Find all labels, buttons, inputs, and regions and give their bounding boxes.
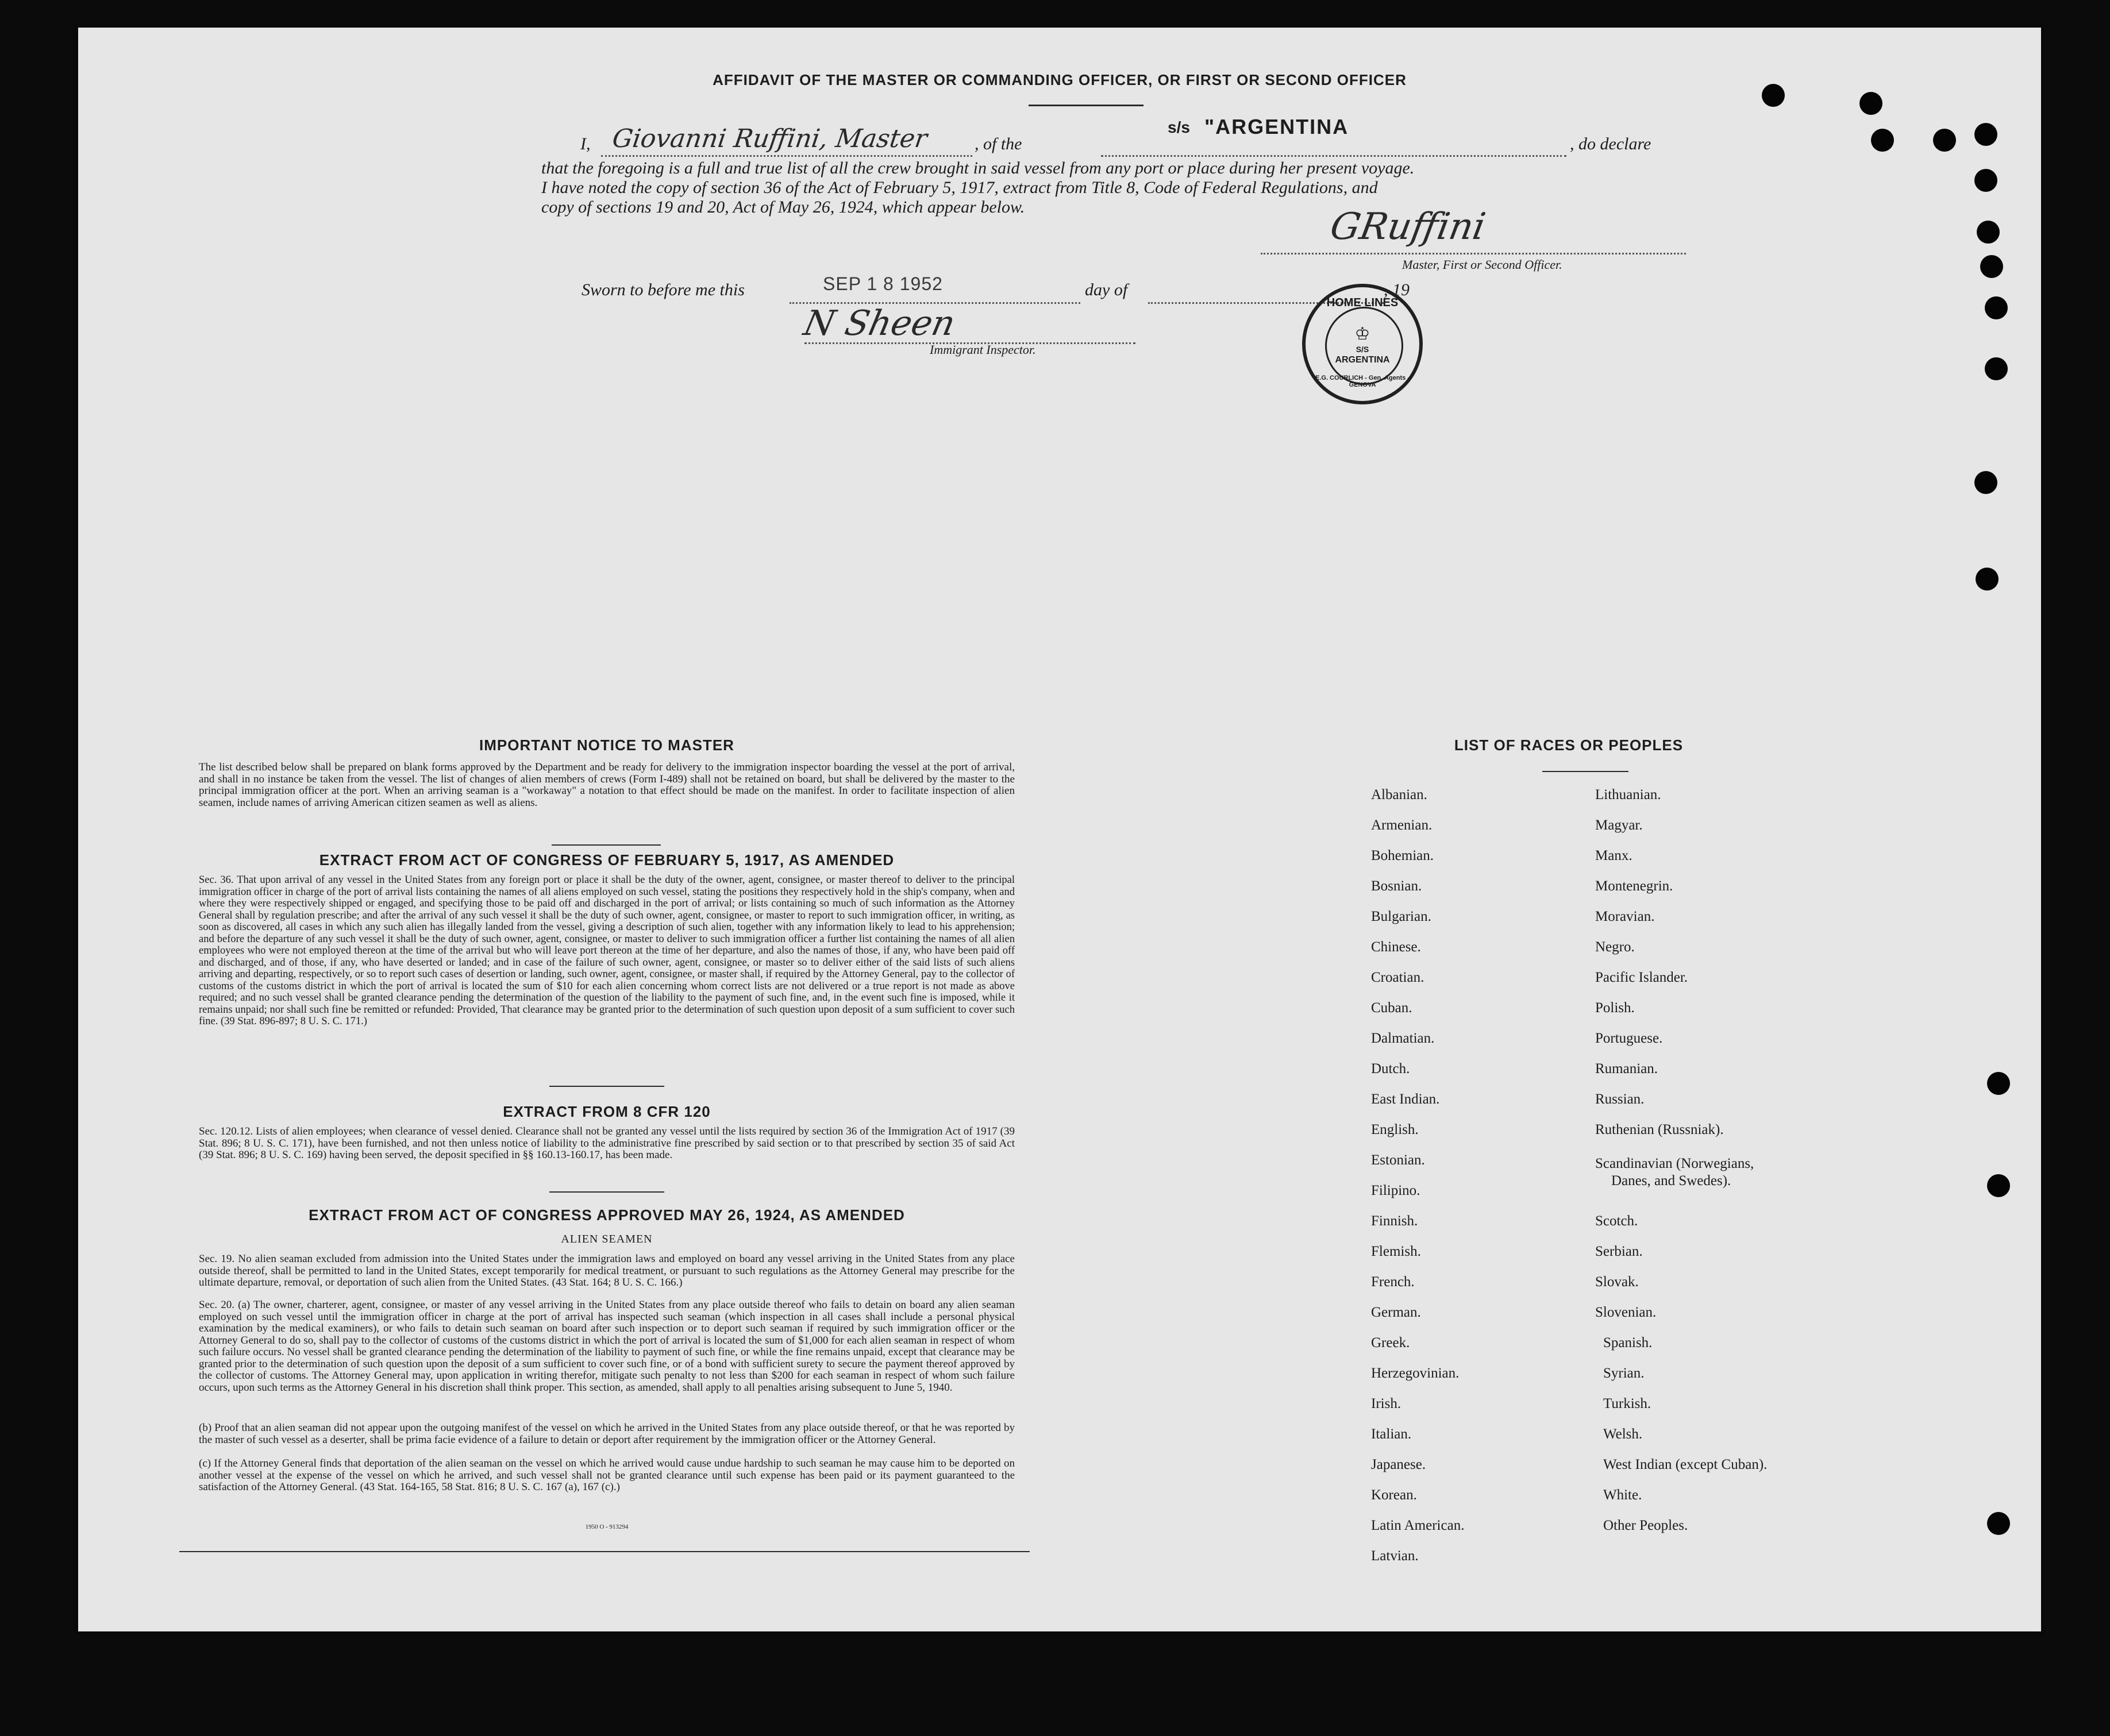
punch-hole-icon [1987, 1072, 2010, 1095]
race-item: French. [1371, 1274, 1415, 1290]
race-item: Dalmatian. [1371, 1031, 1435, 1046]
race-item: Ruthenian (Russniak). [1595, 1122, 1724, 1137]
divider-1 [552, 844, 661, 846]
race-item: Pacific Islander. [1595, 970, 1688, 985]
race-item: Finnish. [1371, 1213, 1418, 1229]
race-item: Japanese. [1371, 1457, 1426, 1472]
race-item: Bosnian. [1371, 878, 1422, 894]
races-title: LIST OF RACES OR PEOPLES [1454, 736, 1684, 754]
race-item: Cuban. [1371, 1000, 1412, 1016]
vessel-prefix: s/s [1168, 118, 1190, 136]
stamp-ship-name: ARGENTINA [1335, 355, 1390, 365]
race-item: Russian. [1595, 1091, 1645, 1107]
extract-1917-text: Sec. 36. That upon arrival of any vessel in the United States from any foreign port or place it shall be the duty of the owner, agent, consignee, or master thereof to deliver to the principal immigration officer in charge of the port of arrival lists containing the names of all aliens employed on such vessel, stating the positions they respectively hold in the ship's company, when and where they were respectively shipped or engaged, and specifying those to be paid off and discharged in the port of arrival; or lists containing so much of such information as the Attorney General shall by regulation prescribe; and after the arrival of any such vessel it shall be the duty of such owner, agent, consignee, or master to report to such immigration officer, in writing, as soon as discovered, all cases in which any such alien has illegally landed from the vessel, giving a description of such alien, together with any information likely to lead to his apprehension; and before the departure of any such vessel it shall be the duty of such owner, agent, consignee, or master to deliver to such immigration officer a further list containing the names of all alien employees who were not employed thereon at the time of the arrival but who will leave port thereon at the time of her departure, and also the names of those, if any, who have been paid off and discharged, and of those, if any, who have deserted or landed; and in case of the failure of such owner, agent, consignee, or master so to deliver either of the said lists of such aliens arriving and departing, respectively, or so to report such cases of desertion or landing, such owner, agent, consignee, or master shall, if required by the Attorney General, pay to the collector of customs of the customs district in which the port of arrival is located the sum of $10 for each alien concerning whom correct lists are not delivered or a true report is not made as above required; and no such vessel shall be granted clearance pending the determination of the question of the liability to the payment of such fine, and, in the event such fine is imposed, while it remains unpaid; nor shall such fine be remitted or refunded: Provided, That clearance may be granted prior to the determination of such question upon deposit of a sum sufficient to cover such fine. (39 Stat. 896-897; 8 U. S. C. 171.) [199, 874, 1015, 1027]
bottom-rule [179, 1551, 1030, 1552]
notice-text: The list described below shall be prepared on blank forms approved by the Department and be ready for delivery to the immigration inspector boarding the vessel at the port of arrival, and shall in no instance be taken from the vessel. The list of changes of alien members of crews (Form I-489) shall not be retained on board, but shall be delivered by the master to the principal immigration officer at the port. When an arriving seaman is a "workaway" a notation to that effect should be made on the manifest. In order to facilitate inspection of alien seamen, include names of arriving American citizen seamen as well as aliens. [199, 761, 1015, 809]
race-item: Slovenian. [1595, 1305, 1657, 1320]
race-item: Other Peoples. [1603, 1518, 1688, 1533]
stamp-crown-icon: ♔ [1354, 325, 1370, 344]
race-item: Greek. [1371, 1335, 1410, 1351]
race-item: Bulgarian. [1371, 909, 1431, 924]
punch-hole-icon [1976, 568, 1999, 591]
race-item: Korean. [1371, 1487, 1417, 1503]
punch-hole-icon [1987, 1512, 2010, 1535]
race-item: Welsh. [1603, 1426, 1643, 1442]
race-item: Latvian. [1371, 1548, 1419, 1564]
master-signature-line [1261, 253, 1686, 254]
race-item: Moravian. [1595, 909, 1655, 924]
master-signature: GRuffini [1327, 206, 1489, 248]
race-item: Estonian. [1371, 1152, 1425, 1168]
race-item: Filipino. [1371, 1183, 1420, 1198]
extract-1924-sec20c: (c) If the Attorney General finds that deportation of the alien seaman on the vessel on which he arrived would cause undue hardship to such seaman he may cause him to be deported on another vessel at the expense of the vessel on which he arrived, and such vessel shall not be granted clearance until such expense has been paid or its payment guaranteed to the satisfaction of the Attorney General. (43 Stat. 164-165, 58 Stat. 816; 8 U. S. C. 167 (a), 167 (c).) [199, 1457, 1015, 1493]
race-item: White. [1603, 1487, 1642, 1503]
race-item: Slovak. [1595, 1274, 1639, 1290]
race-item: Danes, and Swedes). [1611, 1173, 1731, 1189]
title-rule [1029, 105, 1143, 106]
race-item: Serbian. [1595, 1244, 1643, 1259]
race-item: Scotch. [1595, 1213, 1638, 1229]
extract-cfr-text: Sec. 120.12. Lists of alien employees; when clearance of vessel denied. Clearance shall not be granted any vessel until the lists required by section 36 of the Immigration Act of 1917 (39 Stat. 896; 8 U. S. C. 171), have been furnished, and not then unless notice of liability to the administrative fine prescribed by said section or to that prescribed by section 35 of said Act (39 Stat. 896; 8 U. S. C. 169) having been served, the deposit specified in §§ 160.13-160.17, has been made. [199, 1125, 1015, 1161]
race-item: Lithuanian. [1595, 787, 1661, 803]
extract-1924-sec20a: Sec. 20. (a) The owner, charterer, agent, consignee, or master of any vessel arriving in the United States from any place outside thereof who fails to detain on board any alien seaman employed on such vessel until the immigration officer in charge at the port of arrival has inspected such seaman (which inspection in all cases shall include a personal physical examination by the medical examiners), or who fails to detain such seaman on board after such inspection or to deport such seaman if required by such immigration officer or the Attorney General to do so, shall pay to the collector of customs of the customs district in which the port of arrival is located the sum of $1,000 for each alien seaman in respect of whom such failure occurs. No vessel shall be granted clearance pending the determination of the liability to payment of such fine, or while the fine remains unpaid, except that clearance may be granted prior to the determination of such question upon the deposit of a sum sufficient to cover such fine, or of a bond with sufficient surety to secure the payment thereof approved by the collector of customs. The Attorney General may, upon application in writing therefor, mitigate such penalty to not less than $200 for each seaman in respect of whom such failure occurs, upon such terms as the Attorney General in his discretion shall think proper. This section, as amended, shall apply to all penalties arising subsequent to June 5, 1940. [199, 1299, 1015, 1394]
home-lines-stamp [1302, 284, 1423, 404]
master-caption: Master, First or Second Officer. [1402, 257, 1562, 272]
race-item: Bohemian. [1371, 848, 1434, 863]
extract-1924-subtitle: ALIEN SEAMEN [561, 1233, 653, 1245]
sworn-label: Sworn to before me this [582, 280, 745, 299]
race-item: Latin American. [1371, 1518, 1465, 1533]
affidavit-line-2: that the foregoing is a full and true list of all the crew brought in said vessel from any port or place during her present voyage. [541, 159, 1415, 178]
vessel-line [1101, 155, 1566, 157]
divider-2 [549, 1086, 664, 1087]
do-declare-label: , do declare [1570, 134, 1651, 153]
races-title-rule [1542, 771, 1628, 772]
punch-hole-icon [1985, 357, 2008, 380]
race-item: English. [1371, 1122, 1419, 1137]
punch-hole-icon [1974, 123, 1997, 146]
inspector-signature: N Sheen [800, 303, 959, 344]
punch-hole-icon [1974, 169, 1997, 192]
race-item: Italian. [1371, 1426, 1412, 1442]
i-label: I, [580, 134, 591, 153]
punch-hole-icon [1871, 129, 1894, 152]
race-item: Polish. [1595, 1000, 1635, 1016]
race-item: Syrian. [1603, 1365, 1645, 1381]
race-item: Manx. [1595, 848, 1632, 863]
stamp-bottom-text: E.G. COURLICH - Gen. Agents - GENOVA [1315, 375, 1410, 388]
of-the-label: , of the [975, 134, 1022, 153]
date-stamp: SEP 1 8 1952 [823, 273, 943, 294]
master-name-line [601, 155, 972, 157]
race-item: Negro. [1595, 939, 1635, 955]
extract-1924-title: EXTRACT FROM ACT OF CONGRESS APPROVED MAY 26, 1924, AS AMENDED [309, 1206, 905, 1224]
notice-title: IMPORTANT NOTICE TO MASTER [479, 736, 734, 754]
extract-1917-title: EXTRACT FROM ACT OF CONGRESS OF FEBRUARY 5, 1917, AS AMENDED [319, 851, 895, 869]
divider-3 [549, 1191, 664, 1193]
race-item: Dutch. [1371, 1061, 1410, 1077]
race-item: West Indian (except Cuban). [1603, 1457, 1768, 1472]
stamp-ship-prefix: S/S [1356, 345, 1369, 354]
race-item: Spanish. [1603, 1335, 1653, 1351]
race-item: Scandinavian (Norwegians, [1595, 1156, 1754, 1171]
affidavit-line-3: I have noted the copy of section 36 of the Act of February 5, 1917, extract from Title 8, Code of Federal Regulations, and [541, 178, 1378, 197]
race-item: Flemish. [1371, 1244, 1421, 1259]
race-item: Herzegovinian. [1371, 1365, 1460, 1381]
inspector-caption: Immigrant Inspector. [930, 342, 1036, 357]
race-item: Rumanian. [1595, 1061, 1658, 1077]
extract-cfr-title: EXTRACT FROM 8 CFR 120 [503, 1103, 711, 1120]
race-item: German. [1371, 1305, 1421, 1320]
punch-hole-icon [1980, 255, 2003, 278]
race-item: Armenian. [1371, 817, 1433, 833]
extract-1924-sec19: Sec. 19. No alien seaman excluded from admission into the United States under the immigration laws and employed on board any vessel arriving in the United States from any place outside thereof, shall be permitted to land in the United States, except temporarily for medical treatment, or pursuant to such regulations as the Attorney General may prescribe for the ultimate departure, removal, or deportation of such alien from the United States. (43 Stat. 164; 8 U. S. C. 166.) [199, 1253, 1015, 1289]
year-prefix: , 19 [1384, 280, 1410, 299]
stamp-top-text: HOME LINES [1326, 296, 1399, 309]
race-item: Magyar. [1595, 817, 1643, 833]
race-item: Chinese. [1371, 939, 1421, 955]
race-item: Turkish. [1603, 1396, 1651, 1411]
punch-hole-icon [1985, 296, 2008, 319]
master-name-handwritten: Giovanni Ruffini, Master [610, 124, 929, 153]
race-item: Portuguese. [1595, 1031, 1663, 1046]
punch-hole-icon [1987, 1174, 2010, 1197]
vessel-name: "ARGENTINA [1204, 115, 1349, 138]
print-code: 1950 O - 913294 [585, 1523, 629, 1530]
day-of-label: day of [1085, 280, 1128, 299]
race-item: Albanian. [1371, 787, 1427, 803]
extract-1924-sec20b: (b) Proof that an alien seaman did not appear upon the outgoing manifest of the vessel on which he arrived in the United States from any place outside thereof, or that he was reported by the master of such vessel as a deserter, shall be prima facie evidence of a failure to detain or deport after requirement by the immigration officer or the Attorney General. [199, 1422, 1015, 1446]
punch-hole-icon [1762, 84, 1785, 107]
race-item: Croatian. [1371, 970, 1424, 985]
race-item: East Indian. [1371, 1091, 1440, 1107]
race-item: Montenegrin. [1595, 878, 1673, 894]
punch-hole-icon [1933, 129, 1956, 152]
race-item: Irish. [1371, 1396, 1401, 1411]
punch-hole-icon [1977, 221, 2000, 244]
document-page [78, 28, 2041, 1631]
punch-hole-icon [1859, 92, 1882, 115]
punch-hole-icon [1974, 471, 1997, 494]
affidavit-line-4: copy of sections 19 and 20, Act of May 26, 1924, which appear below. [541, 198, 1025, 217]
affidavit-title: AFFIDAVIT OF THE MASTER OR COMMANDING OFFICER, OR FIRST OR SECOND OFFICER [713, 71, 1407, 88]
